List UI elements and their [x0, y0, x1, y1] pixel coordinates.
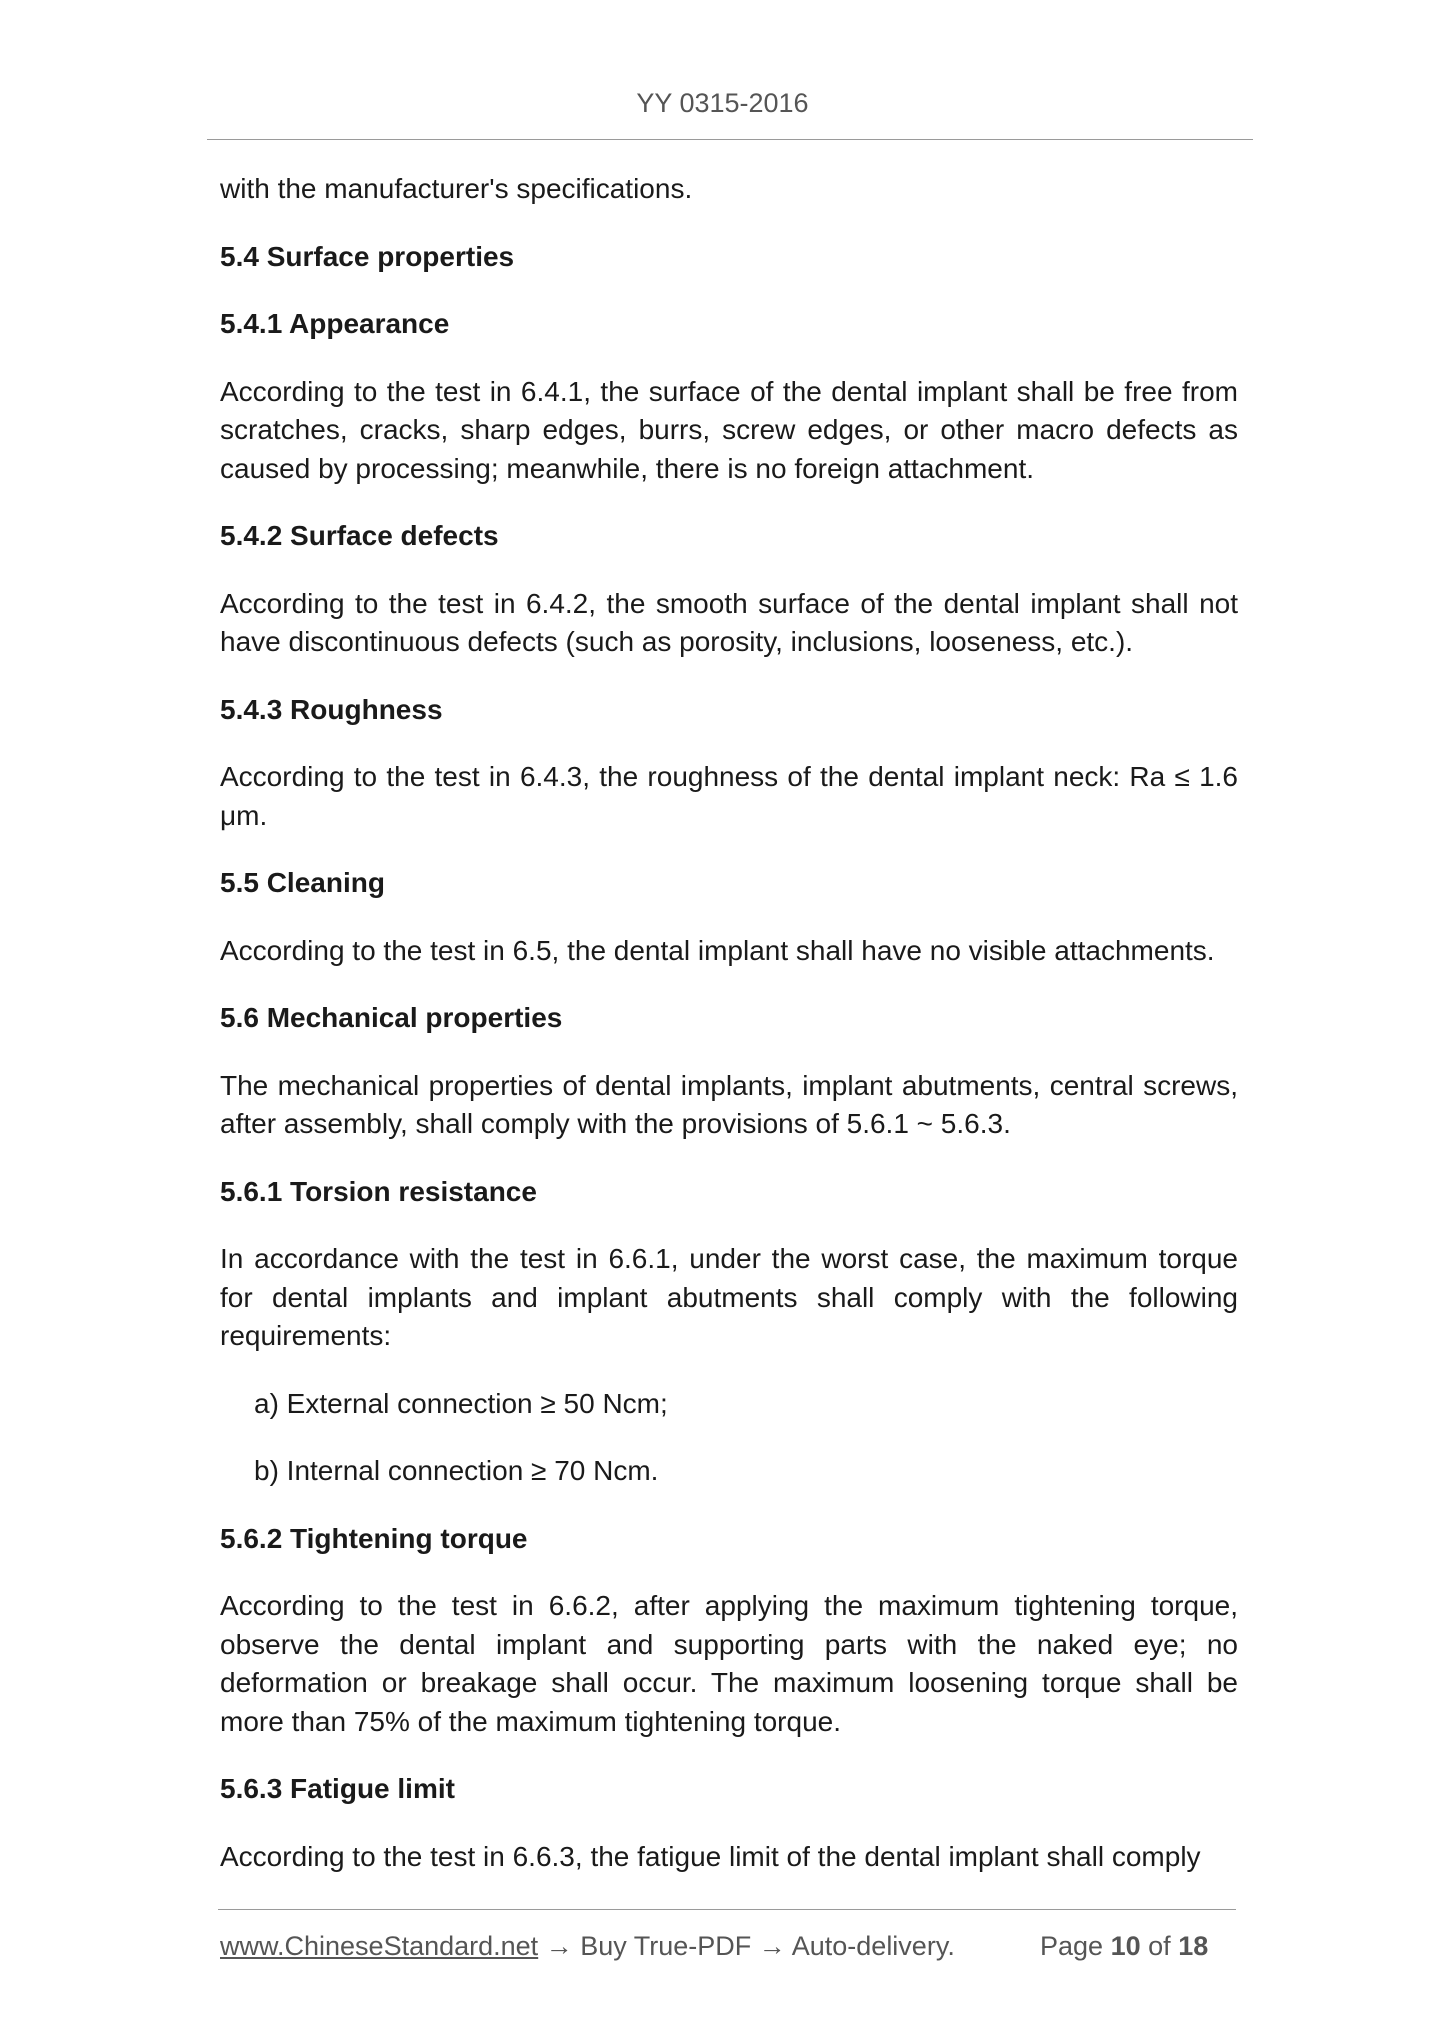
- heading-5-6-1: 5.6.1 Torsion resistance: [220, 1175, 537, 1207]
- heading-5-4: 5.4 Surface properties: [220, 240, 515, 272]
- paragraph-5-4-1: According to the test in 6.4.1, the surface of the dental implant shall be free from scratches, cracks, sharp edges, burrs, screw edges, or other macro defects as caused by processing; meanwhile, there is no foreign attachment.: [220, 375, 1238, 484]
- heading-5-6-2: 5.6.2 Tightening torque: [220, 1522, 528, 1554]
- heading-5-4-2: 5.4.2 Surface defects: [220, 520, 499, 551]
- paragraph-5-5: According to the test in 6.5, the dental implant shall have no visible attachments.: [220, 934, 1215, 966]
- promo-text: → Buy True-PDF → Auto-delivery.: [538, 1931, 955, 1961]
- footer-divider: [218, 1909, 1236, 1910]
- heading-5-4-1: 5.4.1 Appearance: [220, 308, 450, 339]
- paragraph-5-6: The mechanical properties of dental implants, implant abutments, central screws, after assembly, shall comply with the provisions of 5.6.1 ~ 5.6.3.: [220, 1069, 1238, 1139]
- list-item-b: b) Internal connection ≥ 70 Ncm.: [254, 1455, 659, 1486]
- site-link[interactable]: www.ChineseStandard.net: [220, 1931, 539, 1961]
- page-content: [220, 170, 1238, 1905]
- of-word: of: [1148, 1931, 1171, 1961]
- paragraph-5-6-3: According to the test in 6.6.3, the fatigue limit of the dental implant shall comply: [220, 1840, 1201, 1872]
- paragraph-5-6-1: In accordance with the test in 6.6.1, under the worst case, the maximum torque for dental implants and implant abutments shall comply with the following requirements:: [220, 1243, 1238, 1351]
- paragraph-5-6-2: According to the test in 6.6.2, after applying the maximum tightening torque, observe the dental implant and supporting parts with the naked eye; no deformation or breakage shall occur. The maximum loosening torque shall be more than 75% of the maximum tightening torque.: [220, 1590, 1238, 1737]
- footer-promo: [220, 1931, 955, 1962]
- heading-5-6-3: 5.6.3 Fatigue limit: [220, 1773, 455, 1804]
- header-divider: [207, 139, 1253, 140]
- heading-5-6: 5.6 Mechanical properties: [220, 1002, 563, 1033]
- page-number: 10: [1110, 1931, 1141, 1961]
- paragraph-5-4-2: According to the test in 6.4.2, the smooth surface of the dental implant shall not have discontinuous defects (such as porosity, inclusions, looseness, etc.).: [220, 587, 1238, 657]
- page-indicator: [1040, 1931, 1208, 1962]
- heading-5-5: 5.5 Cleaning: [220, 867, 385, 898]
- list-item-a: a) External connection ≥ 50 Ncm;: [254, 1387, 668, 1419]
- heading-5-4-3: 5.4.3 Roughness: [220, 693, 443, 725]
- continuation-text: with the manufacturer's specifications.: [220, 173, 693, 204]
- page-total: 18: [1178, 1931, 1209, 1961]
- paragraph-5-4-3: According to the test in 6.4.3, the roughness of the dental implant neck: Ra ≤ 1.6 μm.: [220, 761, 1238, 831]
- document-code: YY 0315-2016: [636, 88, 809, 118]
- page-word: Page: [1040, 1931, 1104, 1961]
